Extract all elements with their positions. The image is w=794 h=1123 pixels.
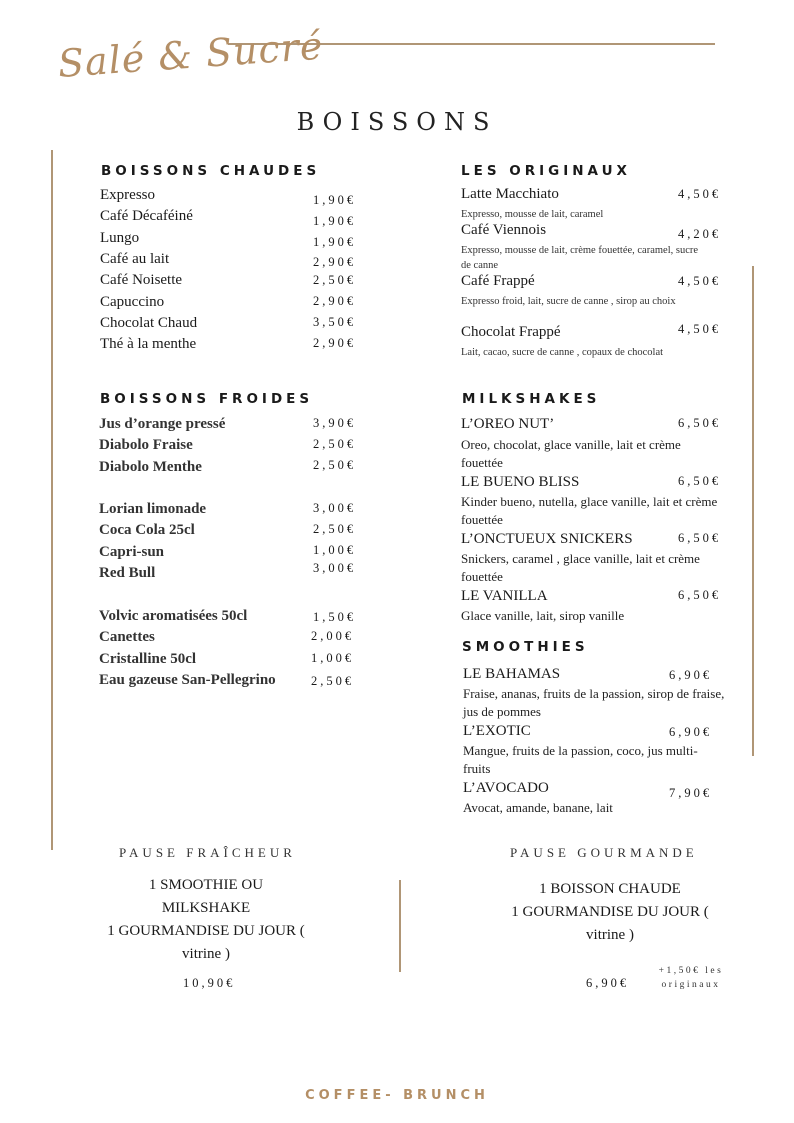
smoothies-title: SMOOTHIES — [462, 639, 589, 655]
menu-item-price: 2,50€ — [313, 273, 357, 287]
menu-item-name: L’OREO NUT’ — [461, 416, 555, 432]
menu-item-name: Chocolat Frappé — [461, 324, 561, 340]
menu-item-name: Café Décaféiné — [100, 208, 193, 224]
menu-item-price: 4,50€ — [678, 187, 722, 201]
menu-item-price: 2,50€ — [313, 437, 357, 451]
menu-item-name: Volvic aromatisées 50cl — [99, 608, 248, 624]
menu-item-name: Café Frappé — [461, 273, 535, 289]
menu-item-name: Jus d’orange pressé — [99, 416, 226, 432]
menu-item-price: 4,20€ — [678, 227, 722, 241]
menu-item-price: 2,50€ — [311, 674, 355, 688]
menu-item-description: Kinder bueno, nutella, glace vanille, lait et crème fouettée — [461, 494, 718, 527]
center-vertical-line — [399, 880, 401, 972]
pause-fraicheur-content — [86, 874, 326, 966]
pause-fraicheur-line: vitrine ) — [182, 946, 230, 962]
menu-item-name: LE VANILLA — [461, 588, 548, 604]
menu-item-price: 2,90€ — [313, 294, 357, 308]
originaux-supplement-note — [650, 964, 732, 992]
menu-item-price: 2,90€ — [313, 255, 357, 269]
menu-item-price: 7,90€ — [669, 786, 713, 800]
menu-item-price: 4,50€ — [678, 322, 722, 336]
pause-gourmande-title: PAUSE GOURMANDE — [510, 845, 698, 860]
menu-item-price: 2,50€ — [313, 522, 357, 536]
menu-item-name: Café au lait — [100, 251, 170, 267]
pause-gourmande-line: vitrine ) — [586, 927, 634, 943]
menu-item-price: 2,00€ — [311, 629, 355, 643]
menu-item-name: L’EXOTIC — [463, 723, 531, 739]
pause-fraicheur-line: 1 GOURMANDISE DU JOUR ( — [107, 923, 305, 939]
menu-item-name: LE BUENO BLISS — [461, 474, 580, 490]
page-title: BOISSONS — [296, 108, 498, 136]
cold-drinks-title: BOISSONS FROIDES — [100, 391, 314, 407]
menu-item-price: 1,50€ — [313, 610, 357, 624]
menu-item-name: L’ONCTUEUX SNICKERS — [461, 531, 633, 547]
menu-item-description: Fraise, ananas, fruits de la passion, sirop de fraise, jus de pommes — [463, 686, 725, 719]
menu-item-price: 6,50€ — [678, 416, 722, 430]
menu-item-price: 2,50€ — [313, 458, 357, 472]
menu-item-price: 6,50€ — [678, 531, 722, 545]
menu-item-name: Chocolat Chaud — [100, 315, 198, 331]
menu-item-price: 2,90€ — [313, 336, 357, 350]
menu-item-price: 3,50€ — [313, 315, 357, 329]
menu-item-description: Glace vanille, lait, sirop vanille — [461, 608, 625, 623]
menu-item-price: 3,00€ — [313, 561, 357, 575]
menu-item-name: Eau gazeuse San-Pellegrino — [99, 672, 276, 688]
menu-item-description: Expresso, mousse de lait, caramel — [461, 209, 604, 220]
menu-item-description: Expresso, mousse de lait, crème fouettée, caramel, sucre de canne — [461, 245, 699, 271]
left-vertical-line — [51, 150, 53, 850]
pause-fraicheur-line: 1 SMOOTHIE OU — [148, 877, 264, 893]
right-vertical-line — [752, 266, 754, 756]
menu-item-name: Café Noisette — [100, 272, 183, 288]
menu-item-price: 4,50€ — [678, 274, 722, 288]
pause-gourmande-content — [490, 878, 730, 947]
menu-item-name: Cristalline 50cl — [99, 651, 197, 667]
footer-tagline: COFFEE- BRUNCH — [305, 1088, 489, 1103]
supplement-line: +1,50€ les — [658, 966, 724, 976]
menu-item-price: 1,90€ — [313, 235, 357, 249]
menu-item-name: Diabolo Menthe — [99, 459, 202, 475]
menu-item-name: Coca Cola 25cl — [99, 522, 195, 538]
menu-item-price: 1,00€ — [311, 651, 355, 665]
menu-item-name: Canettes — [99, 629, 155, 645]
supplement-line: originaux — [661, 980, 721, 990]
pause-fraicheur-title: PAUSE FRAÎCHEUR — [119, 845, 296, 860]
menu-item-price: 1,00€ — [313, 543, 357, 557]
menu-item-description: Oreo, chocolat, glace vanille, lait et crème fouettée — [461, 437, 681, 470]
pause-gourmande-line: 1 GOURMANDISE DU JOUR ( — [511, 904, 709, 920]
menu-item-description: Lait, cacao, sucre de canne , copaux de chocolat — [461, 347, 664, 358]
menu-item-name: Capri-sun — [99, 544, 165, 560]
menu-item-price: 3,00€ — [313, 501, 357, 515]
menu-item-description: Expresso froid, lait, sucre de canne , sirop au choix — [461, 296, 676, 307]
menu-item-price: 6,50€ — [678, 474, 722, 488]
menu-item-name: Latte Macchiato — [461, 186, 559, 202]
pause-fraicheur-price: 10,90€ — [183, 976, 236, 990]
hot-drinks-title: BOISSONS CHAUDES — [101, 163, 321, 179]
menu-item-name: LE BAHAMAS — [463, 666, 561, 682]
menu-item-name: Café Viennois — [461, 222, 547, 238]
menu-item-name: Capuccino — [100, 294, 165, 310]
menu-item-price: 1,90€ — [313, 214, 357, 228]
menu-item-price: 1,90€ — [313, 193, 357, 207]
menu-item-description: Avocat, amande, banane, lait — [463, 800, 613, 815]
menu-item-name: Thé à la menthe — [100, 336, 197, 352]
menu-item-price: 6,90€ — [669, 668, 713, 682]
menu-item-name: Diabolo Fraise — [99, 437, 193, 453]
originals-title: LES ORIGINAUX — [461, 163, 631, 179]
pause-gourmande-line: 1 BOISSON CHAUDE — [539, 881, 681, 897]
menu-item-name: Red Bull — [99, 565, 156, 581]
menu-item-description: Mangue, fruits de la passion, coco, jus multi-fruits — [463, 743, 698, 776]
menu-item-name: Lorian limonade — [99, 501, 207, 517]
pause-fraicheur-line: MILKSHAKE — [161, 900, 251, 916]
milkshakes-title: MILKSHAKES — [462, 391, 601, 407]
menu-item-description: Snickers, caramel , glace vanille, lait et crème fouettée — [461, 551, 700, 584]
menu-item-price: 3,90€ — [313, 416, 357, 430]
menu-item-name: Expresso — [100, 187, 155, 203]
brand-logo: Salé & Sucré — [56, 23, 325, 86]
menu-item-price: 6,90€ — [669, 725, 713, 739]
menu-item-price: 6,50€ — [678, 588, 722, 602]
menu-item-name: Lungo — [100, 230, 140, 246]
pause-gourmande-price: 6,90€ — [586, 976, 630, 990]
menu-item-name: L’AVOCADO — [463, 780, 549, 796]
